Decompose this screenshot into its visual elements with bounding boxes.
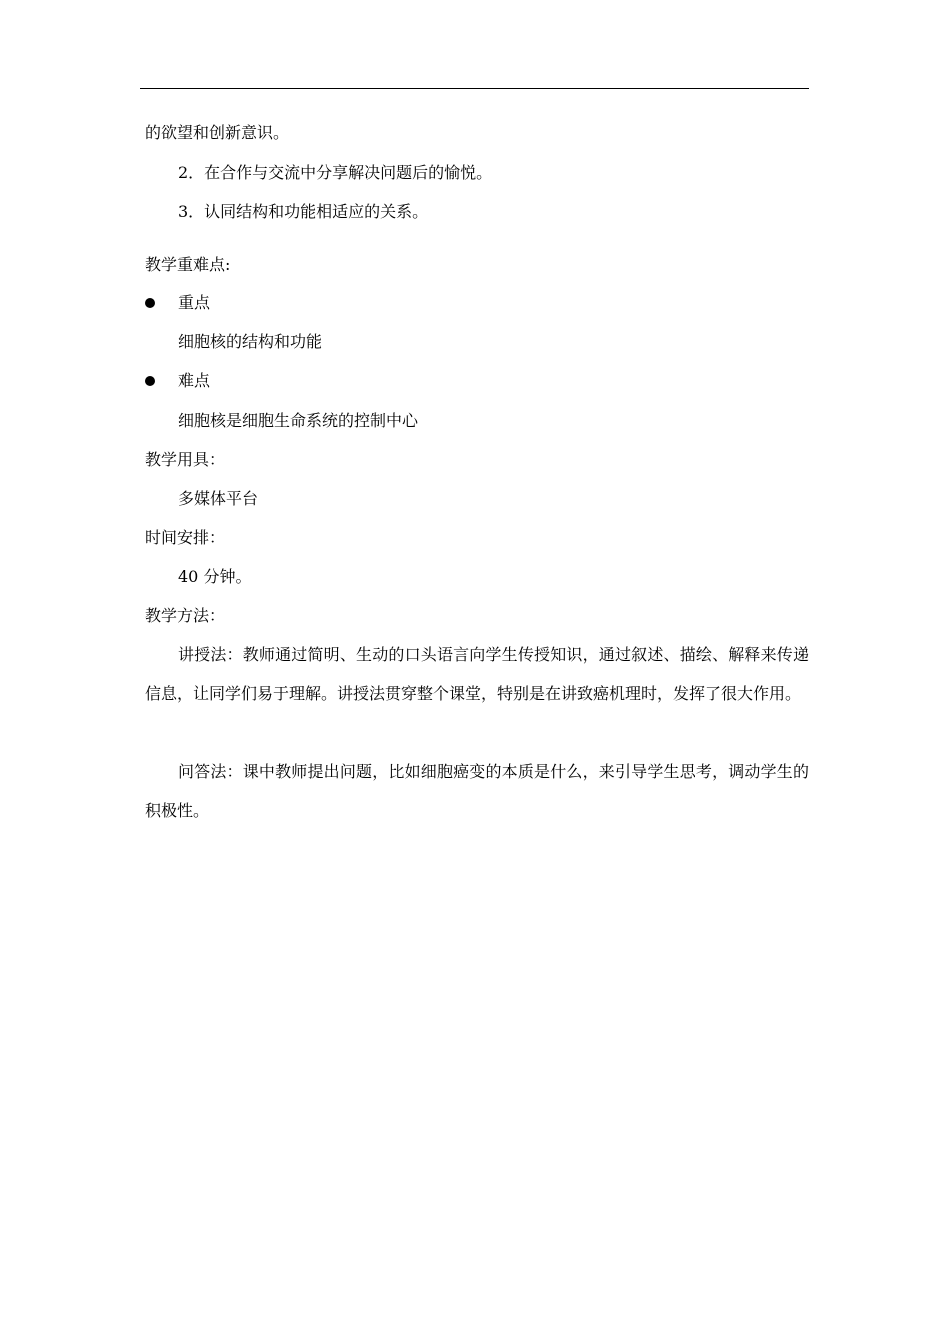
- bullet-icon: [145, 298, 155, 308]
- method-heading: 教学方法：: [145, 606, 226, 625]
- text-line: 的欲望和创新意识。: [145, 123, 290, 142]
- method-qa-paragraph: 问答法：课中教师提出问题，比如细胞癌变的本质是什么，来引导学生思考，调动学生的积极性。: [145, 762, 809, 820]
- header-rule: [140, 88, 809, 89]
- list-item-3: 3．认同结构和功能相适应的关系。: [178, 202, 429, 221]
- hard-point-text: 细胞核是细胞生命系统的控制中心: [178, 411, 419, 430]
- list-item-2: 2．在合作与交流中分享解决问题后的愉悦。: [178, 163, 493, 182]
- bullet-icon: [145, 376, 155, 386]
- method-lecture-paragraph: 讲授法：教师通过简明、生动的口头语言向学生传授知识，通过叙述、描绘、解释来传递信息，让同学们易于理解。讲授法贯穿整个课堂，特别是在讲致癌机理时，发挥了很大作用。: [145, 645, 809, 703]
- key-point-label: 重点: [178, 293, 211, 312]
- time-heading: 时间安排：: [145, 528, 226, 547]
- hard-point-label: 难点: [178, 371, 211, 390]
- difficulty-heading: 教学重难点:: [145, 255, 231, 274]
- tools-heading: 教学用具：: [145, 450, 226, 469]
- tools-text: 多媒体平台: [178, 489, 259, 508]
- key-point-text: 细胞核的结构和功能: [178, 332, 323, 351]
- time-text: 40 分钟。: [178, 567, 252, 586]
